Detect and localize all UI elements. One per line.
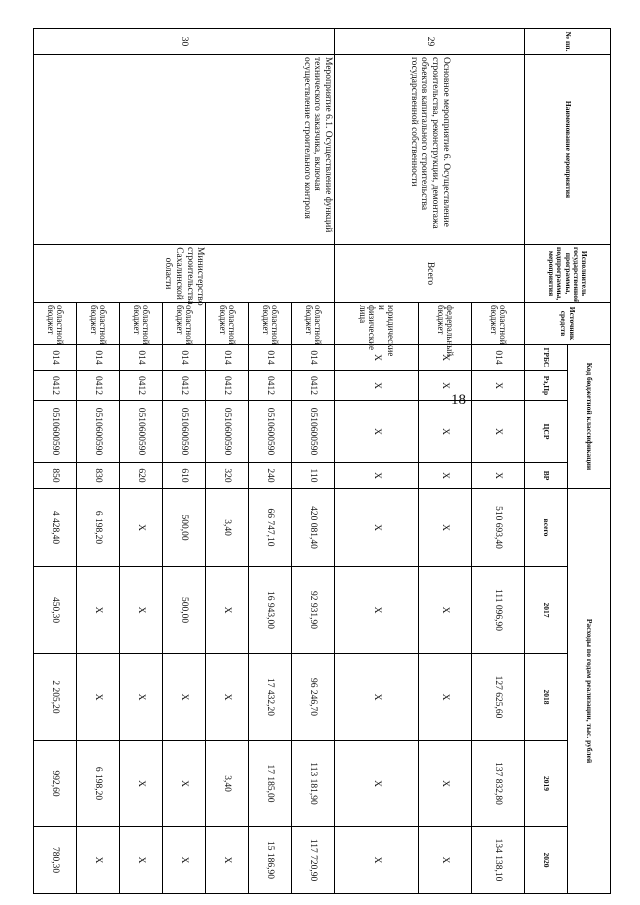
rzpr-cell: 0412 bbox=[34, 371, 77, 401]
executor: Министерство строительства Сахалинской области bbox=[34, 245, 335, 303]
csr-cell: 0510600590 bbox=[206, 401, 249, 463]
y2020-cell: Х bbox=[77, 827, 120, 894]
y2018-cell: Х bbox=[120, 654, 163, 741]
budget-code-header: Код бюджетной классификации bbox=[568, 345, 611, 489]
y2020-cell: Х bbox=[335, 827, 419, 894]
col-2017-header: 2017 bbox=[525, 567, 568, 654]
vr-cell: 110 bbox=[292, 463, 335, 489]
rzpr-cell: 0412 bbox=[249, 371, 292, 401]
y2017-cell: 500,00 bbox=[163, 567, 206, 654]
vr-cell: 610 bbox=[163, 463, 206, 489]
y2019-cell: 992,60 bbox=[34, 741, 77, 827]
funding-source: областной бюджет bbox=[249, 303, 292, 345]
total-cell: 510 693,40 bbox=[472, 489, 525, 567]
total-cell: Х bbox=[419, 489, 472, 567]
y2018-cell: Х bbox=[335, 654, 419, 741]
budget-table bbox=[33, 28, 611, 894]
grbs-cell: 014 bbox=[77, 345, 120, 371]
y2017-cell: Х bbox=[120, 567, 163, 654]
y2017-cell: 111 096,90 bbox=[472, 567, 525, 654]
csr-cell: 0510600590 bbox=[120, 401, 163, 463]
grbs-cell: 014 bbox=[206, 345, 249, 371]
total-cell: 3,40 bbox=[206, 489, 249, 567]
total-cell: 4 428,40 bbox=[34, 489, 77, 567]
y2020-cell: 780,30 bbox=[34, 827, 77, 894]
rzpr-cell: 0412 bbox=[120, 371, 163, 401]
y2018-cell: Х bbox=[419, 654, 472, 741]
y2020-cell: 15 186,90 bbox=[249, 827, 292, 894]
csr-cell: Х bbox=[335, 401, 419, 463]
total-cell: 420 081,40 bbox=[292, 489, 335, 567]
y2019-cell: 137 832,80 bbox=[472, 741, 525, 827]
event-name: Мероприятие 6.1. Осуществление функций технического заказчика, включая осуществление строительного контроля bbox=[34, 55, 335, 245]
vr-cell: 850 bbox=[34, 463, 77, 489]
grbs-cell: 014 bbox=[163, 345, 206, 371]
vr-cell: Х bbox=[419, 463, 472, 489]
y2017-cell: Х bbox=[335, 567, 419, 654]
col-2020-header: 2020 bbox=[525, 827, 568, 894]
col-source-header: Источник средств bbox=[525, 303, 611, 345]
rzpr-cell: 0412 bbox=[77, 371, 120, 401]
col-rzpr-header: Рз,Пр bbox=[525, 371, 568, 401]
page-number: 18 bbox=[451, 392, 466, 408]
y2018-cell: 17 432,20 bbox=[249, 654, 292, 741]
y2017-cell: Х bbox=[206, 567, 249, 654]
y2020-cell: Х bbox=[419, 827, 472, 894]
y2017-cell: 450,30 bbox=[34, 567, 77, 654]
funding-source: юридические и физические лица bbox=[335, 303, 419, 345]
y2018-cell: Х bbox=[163, 654, 206, 741]
total-cell: Х bbox=[120, 489, 163, 567]
col-name-header: Наименование мероприятия bbox=[525, 55, 611, 245]
vr-cell: 240 bbox=[249, 463, 292, 489]
col-num-header: № пп. bbox=[525, 29, 611, 55]
csr-cell: Х bbox=[419, 401, 472, 463]
total-cell: 66 747,10 bbox=[249, 489, 292, 567]
vr-cell: 830 bbox=[77, 463, 120, 489]
csr-cell: 0510600590 bbox=[77, 401, 120, 463]
rzpr-cell: Х bbox=[419, 371, 472, 401]
y2018-cell: 127 625,60 bbox=[472, 654, 525, 741]
funding-source: областной бюджет bbox=[77, 303, 120, 345]
y2019-cell: 6 198,20 bbox=[77, 741, 120, 827]
col-csr-header: ЦСР bbox=[525, 401, 568, 463]
y2020-cell: Х bbox=[120, 827, 163, 894]
y2017-cell: Х bbox=[419, 567, 472, 654]
y2017-cell: 16 943,00 bbox=[249, 567, 292, 654]
vr-cell: 620 bbox=[120, 463, 163, 489]
rzpr-cell: 0412 bbox=[206, 371, 249, 401]
rzpr-cell: 0412 bbox=[163, 371, 206, 401]
header-row-1 bbox=[568, 29, 611, 894]
funding-source: областной бюджет bbox=[206, 303, 249, 345]
total-cell: 500,00 bbox=[163, 489, 206, 567]
funding-source: областной бюджет bbox=[472, 303, 525, 345]
total-cell: Х bbox=[335, 489, 419, 567]
expenses-header: Расходы по годам реализации, тыс. рублей bbox=[568, 489, 611, 894]
rzpr-cell: Х bbox=[335, 371, 419, 401]
row-number: 30 bbox=[34, 29, 335, 55]
y2019-cell: 3,40 bbox=[206, 741, 249, 827]
y2020-cell: Х bbox=[163, 827, 206, 894]
y2018-cell: Х bbox=[77, 654, 120, 741]
y2019-cell: Х bbox=[163, 741, 206, 827]
grbs-cell: 014 bbox=[292, 345, 335, 371]
vr-cell: Х bbox=[335, 463, 419, 489]
y2017-cell: 92 931,90 bbox=[292, 567, 335, 654]
csr-cell: 0510600590 bbox=[34, 401, 77, 463]
y2019-cell: Х bbox=[120, 741, 163, 827]
col-2018-header: 2018 bbox=[525, 654, 568, 741]
grbs-cell: 014 bbox=[34, 345, 77, 371]
funding-source: областной бюджет bbox=[34, 303, 77, 345]
rzpr-cell: 0412 bbox=[292, 371, 335, 401]
y2017-cell: Х bbox=[77, 567, 120, 654]
vr-cell: Х bbox=[472, 463, 525, 489]
y2019-cell: Х bbox=[419, 741, 472, 827]
funding-source: федеральный бюджет bbox=[419, 303, 472, 345]
col-2019-header: 2019 bbox=[525, 741, 568, 827]
y2020-cell: Х bbox=[206, 827, 249, 894]
csr-cell: 0510600590 bbox=[292, 401, 335, 463]
grbs-cell: 014 bbox=[472, 345, 525, 371]
y2020-cell: 134 138,10 bbox=[472, 827, 525, 894]
csr-cell: Х bbox=[472, 401, 525, 463]
event-name: Основное мероприятие 6. Осуществление строительства, реконструкции, демонтажа объектов капитального строительства государственной собственности bbox=[335, 55, 525, 245]
col-total-header: всего bbox=[525, 489, 568, 567]
csr-cell: 0510600590 bbox=[163, 401, 206, 463]
y2020-cell: 117 720,90 bbox=[292, 827, 335, 894]
executor: Всего bbox=[335, 245, 525, 303]
y2019-cell: Х bbox=[335, 741, 419, 827]
grbs-cell: Х bbox=[335, 345, 419, 371]
y2018-cell: 2 205,20 bbox=[34, 654, 77, 741]
vr-cell: 320 bbox=[206, 463, 249, 489]
rzpr-cell: Х bbox=[472, 371, 525, 401]
funding-source: областной бюджет bbox=[120, 303, 163, 345]
csr-cell: 0510600590 bbox=[249, 401, 292, 463]
y2018-cell: Х bbox=[206, 654, 249, 741]
grbs-cell: 014 bbox=[249, 345, 292, 371]
y2018-cell: 96 246,70 bbox=[292, 654, 335, 741]
y2019-cell: 113 181,90 bbox=[292, 741, 335, 827]
y2019-cell: 17 185,00 bbox=[249, 741, 292, 827]
col-grbs-header: ГРБС bbox=[525, 345, 568, 371]
table-row bbox=[292, 29, 335, 894]
grbs-cell: 014 bbox=[120, 345, 163, 371]
row-number: 29 bbox=[335, 29, 525, 55]
table-row bbox=[472, 29, 525, 894]
total-cell: 6 198,20 bbox=[77, 489, 120, 567]
funding-source: областной бюджет bbox=[292, 303, 335, 345]
col-executor-header: Исполнитель государственной программы, подпрограммы, мероприятия bbox=[525, 245, 611, 303]
grbs-cell: Х bbox=[419, 345, 472, 371]
col-vr-header: ВР bbox=[525, 463, 568, 489]
funding-source: областной бюджет bbox=[163, 303, 206, 345]
